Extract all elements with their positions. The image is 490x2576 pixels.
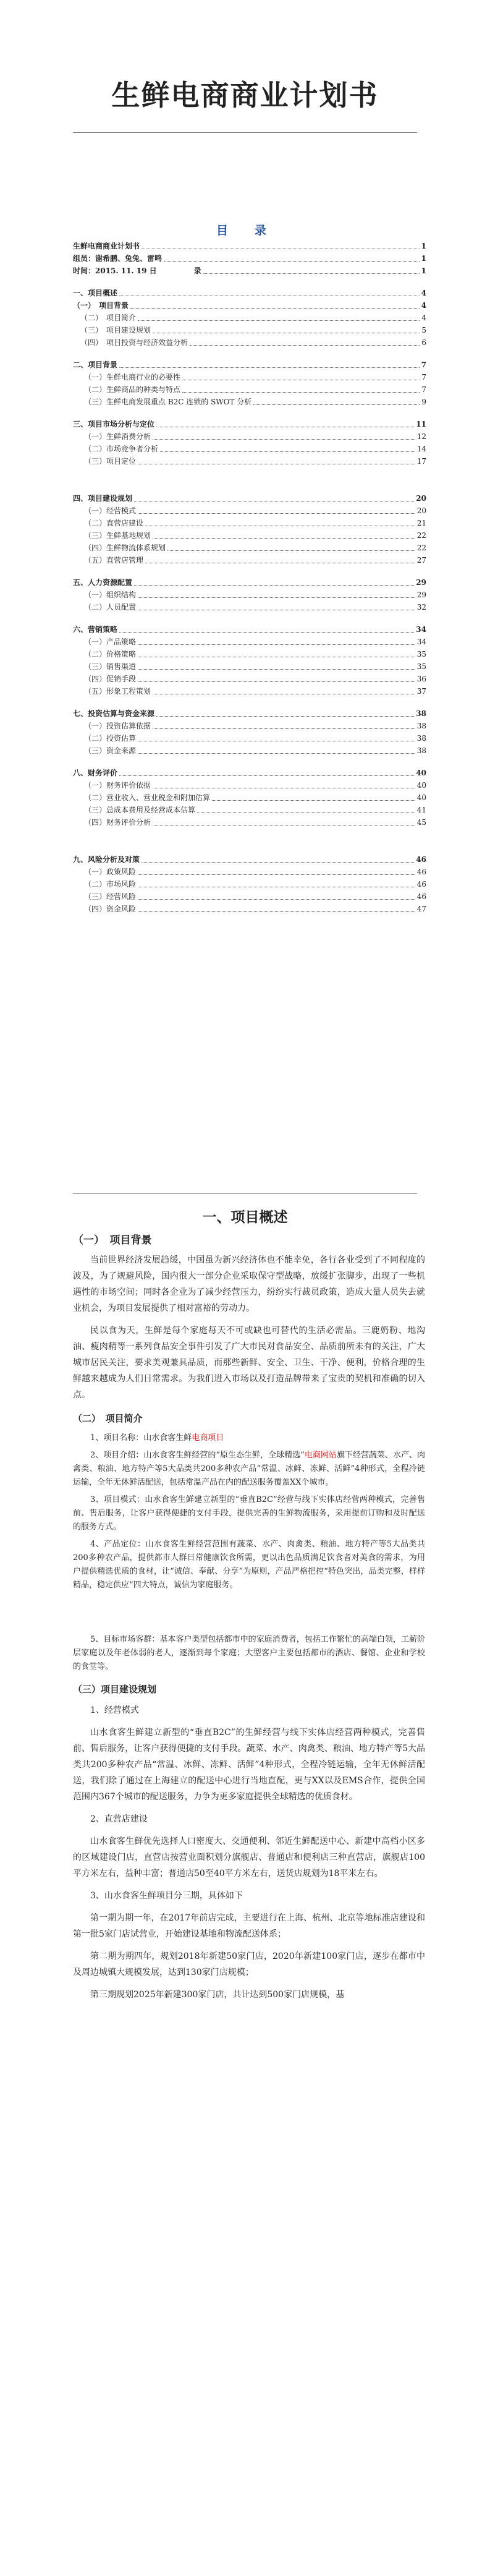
toc-entry-label: （三）生鲜电商发展重点 B2C 连锁的 SWOT 分析 (84, 396, 253, 408)
toc-heading: 目 录 (216, 224, 274, 237)
toc-leader-dots (153, 538, 415, 539)
toc-entry-label: （一）组织结构 (84, 589, 138, 601)
toc-entry-label: （一）政策风险 (84, 866, 138, 878)
toc-entry-label: 七、投资估算与资金来源 (73, 707, 156, 720)
toc-spacer (73, 613, 426, 623)
toc-entry[interactable] (73, 418, 426, 430)
toc-entry-label: 二、项目背景 (73, 359, 119, 371)
list-item (73, 1431, 425, 1445)
paragraph: 第三期规划2025年新建300家门店，共计达到500家门店规模，基 (90, 1990, 345, 2000)
toc-entry-label: （二）人员配置 (84, 601, 138, 613)
toc-entry-label: 八、财务评价 (73, 767, 119, 779)
toc-entry[interactable] (73, 299, 426, 312)
toc-leader-dots (138, 911, 415, 912)
toc-entry[interactable] (73, 791, 426, 804)
toc-entry[interactable] (73, 371, 426, 383)
toc-entry[interactable] (73, 767, 426, 779)
toc-leader-dots (156, 716, 414, 717)
toc-entry-page: 4 (420, 287, 426, 299)
toc-entry-page: 4 (420, 312, 426, 324)
toc-spacer (73, 467, 426, 492)
section-heading: （三）项目建设规划 (73, 1684, 157, 1695)
toc-leader-dots (153, 439, 415, 440)
toc-entry[interactable] (73, 336, 426, 349)
toc-entry-label: 四、项目建设规划 (73, 492, 134, 505)
toc-entry-label: （一） 项目背景 (73, 299, 130, 312)
toc-entry-label: （一）财务评价依据 (84, 779, 153, 791)
toc-entry-label: （四）促销手段 (84, 673, 138, 685)
toc-leader-dots (138, 753, 415, 754)
toc-leader-dots (119, 632, 414, 633)
document-body (73, 1227, 425, 2009)
toc-entry-page: 29 (414, 576, 426, 589)
list-item-text: 1、项目名称：山水食客生鲜 (90, 1433, 192, 1443)
highlighted-text: 电商项目 (192, 1433, 224, 1443)
toc-entry-label: 生鲜电商商业计划书 (73, 240, 142, 252)
toc-leader-dots (138, 681, 415, 682)
paragraph: 当前世界经济发展趋缓，中国虽为新兴经济体也不能幸免，各行各业受到了不同程度的波及，为了规避风险，国内很大一部分企业采取保守型战略，放缓扩张脚步，出现了一些机遇性的市场空间；同时各企业为了减少经营压力，纷纷实行裁员政策，造成大量人员失去就业机会，为项目发展提供了相对富裕的劳动力。 (73, 1255, 425, 1313)
paragraph: 2、直营店建设 (90, 1814, 148, 1824)
toc-entry[interactable] (73, 359, 426, 371)
toc-entry-label: （二）生鲜商品的种类与特点 (84, 383, 182, 396)
toc-entry-label: （一）投资估算依据 (84, 720, 153, 732)
toc-entry-page: 46 (415, 890, 426, 903)
toc-leader-dots (138, 874, 415, 875)
toc-entry-label: （三）资金来源 (84, 744, 138, 757)
toc-spacer (73, 349, 426, 359)
toc-entry-label: 一、项目概述 (73, 287, 119, 299)
toc-entry[interactable] (73, 517, 426, 529)
list-item-text: 2、项目介绍：山水食客生鲜经营的“原生态生鲜，全球精选” (90, 1451, 305, 1460)
toc-leader-dots (203, 273, 420, 274)
toc-entry[interactable] (73, 673, 426, 685)
toc-entry[interactable] (73, 589, 426, 601)
toc-entry[interactable] (73, 287, 426, 299)
list-item (73, 1493, 425, 1534)
toc-entry-label: （三） 项目建设规划 (80, 324, 153, 336)
toc-entry-page: 6 (420, 336, 426, 349)
toc-entry-label: （二） 项目简介 (80, 312, 138, 324)
toc-entry-label: （五）形象工程策划 (84, 685, 153, 697)
toc-entry-label: （二）直营店建设 (84, 517, 145, 529)
toc-entry-page: 46 (414, 853, 426, 866)
project-intro-list (73, 1431, 425, 1592)
toc-entry[interactable] (73, 455, 426, 467)
toc-entry[interactable] (73, 816, 426, 829)
toc-entry-label: （二）营业收入、营业税金和附加估算 (84, 791, 212, 804)
toc-entry-page: 40 (415, 779, 426, 791)
toc-entry[interactable] (73, 685, 426, 697)
toc-entry-page: 27 (415, 554, 426, 566)
toc-entry-page: 32 (415, 601, 426, 613)
toc-entry-page: 11 (414, 418, 426, 430)
toc-entry[interactable] (73, 240, 426, 252)
toc-entry-page: 22 (415, 529, 426, 542)
toc-entry[interactable] (73, 707, 426, 720)
toc-entry-page: 45 (415, 816, 426, 829)
toc-entry[interactable] (73, 744, 426, 757)
toc-entry-page: 1 (420, 252, 426, 265)
toc-entry-label: （一）产品策略 (84, 636, 138, 648)
toc-entry-page: 36 (415, 673, 426, 685)
toc-leader-dots (182, 392, 420, 393)
toc-entry-page: 9 (420, 396, 426, 408)
toc-leader-dots (153, 728, 415, 729)
toc-entry[interactable] (73, 443, 426, 455)
toc-entry-label: （三）经营风险 (84, 890, 138, 903)
paragraph: 1、经营模式 (90, 1705, 139, 1715)
toc-entry-label: （三）总成本费用及经营成本估算 (84, 804, 197, 816)
toc-entry[interactable] (73, 383, 426, 396)
toc-entry-label: （五）直营店管理 (84, 554, 145, 566)
toc-leader-dots (138, 513, 415, 514)
toc-entry-page: 34 (414, 623, 426, 636)
toc-entry-page: 14 (415, 443, 426, 455)
paragraph: 山水食客生鲜建立新型的“垂直B2C”的生鲜经营与线下实体店经营两种模式，完善售前、售后服务，让客户获得便捷的支付手段。蔬菜、水产、肉禽类、粮油、地方特产等5大品类共200多种农产品“常温、冰鲜、冻鲜、活鲜”4种形式，全程冷链运输，全年无休鲜活配送，我们除了通过在上海建立的配送中心进行当地直配，更与XX以及EMS合作，提供全国范围内367个城市的配送服务，力争为更多家庭提供全球精选的优质食材。 (73, 1728, 425, 1802)
toc-entry-page: 1 (420, 265, 426, 277)
toc-leader-dots (138, 644, 415, 645)
toc-entry[interactable] (73, 636, 426, 648)
toc-entry-page: 35 (415, 648, 426, 660)
toc-entry[interactable] (73, 903, 426, 915)
toc-leader-dots (190, 345, 420, 346)
toc-entry-page: 4 (420, 299, 426, 312)
toc-leader-dots (197, 812, 415, 813)
toc-entry-page: 38 (415, 744, 426, 757)
paragraph: 民以食为天，生鲜是每个家庭每天不可或缺也可替代的生活必需品。三鹿奶粉、地沟油、瘦肉精等一系列食品安全事件引发了广大市民对食品安全、品质前所未有的关注，广大城市居民关注，要求美观兼具品质，而那些新鲜、安全、卫生、干净、便利，价格合理的生鲜越来越成为人们日常需求。为我们进入市场以及打造品牌带来了宝贵的契机和准确的切入点。 (73, 1326, 425, 1400)
toc-entry[interactable] (73, 554, 426, 566)
divider (73, 132, 417, 133)
toc-entry[interactable] (73, 878, 426, 890)
toc-entry-label: （二）市场风险 (84, 878, 138, 890)
toc-entry-page: 7 (420, 359, 426, 371)
paragraph: 3、山水食客生鲜项目分三期，具体如下 (90, 1891, 243, 1901)
toc-leader-dots (164, 261, 420, 262)
toc-spacer (73, 829, 426, 853)
toc-entry-label: （三）生鲜基地规划 (84, 529, 153, 542)
toc-entry-label: （三）项目定位 (84, 455, 138, 467)
toc-entry[interactable] (73, 732, 426, 744)
list-item: 5、目标市场客群：基本客户类型包括都市中的家庭消费者，包括工作繁忙的高端白领，工薪阶层家庭以及年老体弱的老人，逐渐到每个家庭；大型客户主要包括都市的酒店、餐馆、企业和学校的食堂等。 (73, 1635, 425, 1671)
toc-entry[interactable] (73, 529, 426, 542)
toc-entry[interactable] (73, 430, 426, 443)
toc-entry[interactable] (73, 505, 426, 517)
toc-entry[interactable] (73, 542, 426, 554)
paragraph: 第二期为期四年，规划2018年新建50家门店，2020年新建100家门店，逐步在都市中及周边城镇大规模发展，达到130家门店规模； (73, 1951, 425, 1977)
toc-entry-label: （二）投资估算 (84, 732, 138, 744)
toc-entry-label: （四）生鲜物流体系规划 (84, 542, 167, 554)
toc-spacer (73, 757, 426, 767)
toc-spacer (73, 408, 426, 418)
toc-entry[interactable] (73, 396, 426, 408)
toc-leader-dots (253, 404, 420, 405)
toc-entry-label: （一）经营模式 (84, 505, 138, 517)
toc-leader-dots (119, 775, 414, 776)
toc-entry[interactable] (73, 576, 426, 589)
toc-entry-page: 22 (415, 542, 426, 554)
toc-entry-page: 38 (415, 732, 426, 744)
divider (73, 1193, 417, 1194)
toc-entry-page: 35 (415, 660, 426, 673)
toc-entry-page: 29 (415, 589, 426, 601)
toc-entry-label: （一）生鲜消费分析 (84, 430, 153, 443)
toc-entry-page: 41 (415, 804, 426, 816)
toc-entry-page: 38 (414, 707, 426, 720)
toc-leader-dots (138, 597, 415, 598)
toc-entry-page: 7 (420, 383, 426, 396)
toc-entry-page: 46 (415, 878, 426, 890)
toc-leader-dots (138, 669, 415, 670)
toc-entry-label: 六、营销策略 (73, 623, 119, 636)
toc-entry[interactable] (73, 312, 426, 324)
toc-entry[interactable] (73, 324, 426, 336)
toc-entry[interactable] (73, 779, 426, 791)
toc-entry-page: 37 (415, 685, 426, 697)
paragraph: 山水食客生鲜优先选择人口密度大、交通便利、邻近生鲜配送中心、新建中高档小区多的区域建设门店，直营店按营业面积划分旗舰店、普通店和便利店三种直营店，旗舰店100平方米左右，益种丰富；普通店50至40平方米左右，送货店规划为18平米左右。 (73, 1836, 425, 1879)
toc-leader-dots (138, 320, 420, 321)
section-heading: （一） 项目背景 (73, 1234, 152, 1247)
document-title: 生鲜电商商业计划书 (111, 79, 379, 112)
toc-entry-label: （一）生鲜电商行业的必要性 (84, 371, 182, 383)
toc-entry[interactable] (73, 648, 426, 660)
toc-leader-dots (119, 367, 420, 368)
table-of-contents (73, 240, 426, 915)
toc-spacer (73, 277, 426, 287)
toc-entry-page: 47 (415, 903, 426, 915)
toc-entry[interactable] (73, 660, 426, 673)
toc-entry[interactable] (73, 804, 426, 816)
toc-entry[interactable] (73, 252, 426, 265)
toc-entry-page: 1 (420, 240, 426, 252)
toc-entry[interactable] (73, 492, 426, 505)
toc-entry-page: 7 (420, 371, 426, 383)
toc-leader-dots (134, 585, 414, 586)
toc-entry[interactable] (73, 853, 426, 866)
toc-entry-label: （四） 项目投资与经济效益分析 (80, 336, 190, 349)
list-item-text: 3、项目模式：山水食客生鲜建立新型的“垂直B2C”经营与线下实体店经营两种模式，完善售前、售后服务，让客户获得便捷的支付手段，提供完善的生鲜物流服务，采用提前订购和及时配送的服务方式。 (73, 1495, 425, 1532)
toc-entry-label: （四）资金风险 (84, 903, 138, 915)
toc-entry-label: 五、人力资源配置 (73, 576, 134, 589)
toc-entry-page: 21 (415, 517, 426, 529)
list-item (73, 1449, 425, 1490)
toc-entry-label: 时间：2015. 11. 19 日 录 (73, 265, 203, 277)
toc-leader-dots (130, 308, 420, 309)
toc-entry-page: 20 (415, 505, 426, 517)
toc-entry-page: 46 (415, 866, 426, 878)
toc-spacer (73, 697, 426, 707)
toc-entry[interactable] (73, 866, 426, 878)
list-item (73, 1538, 425, 1592)
section-heading: （二） 项目简介 (73, 1413, 143, 1424)
toc-entry-label: 九、风险分析及对策 (73, 853, 142, 866)
toc-entry-page: 5 (420, 324, 426, 336)
toc-leader-dots (160, 451, 415, 452)
toc-entry-page: 40 (414, 767, 426, 779)
chapter-title: 一、项目概述 (202, 1209, 288, 1226)
highlighted-text: 电商网站 (304, 1451, 337, 1460)
toc-entry[interactable] (73, 601, 426, 613)
list-item-text: 旗下经营蔬菜、水产、肉禽类、粮油、地方特产等5大品类共200多种农产品“常温、冰鲜、冻鲜、活鲜”4种形式，全程冷链运输，全年无休鲜活配送，包括常温产品在内的配送服务覆盖XX个城市。 (73, 1451, 425, 1487)
toc-entry-page: 34 (415, 636, 426, 648)
toc-entry-page: 38 (415, 720, 426, 732)
toc-entry-label: （二）市场竞争者分析 (84, 443, 160, 455)
toc-entry-label: （三）销售渠道 (84, 660, 138, 673)
paragraph: 第一期为期一年，在2017年前店完成，主要进行在上海、杭州、北京等地标准店建设和第一批5家门店试营业，开始建设基地和物流配送体系； (73, 1913, 425, 1939)
toc-entry-label: 三、项目市场分析与定位 (73, 418, 156, 430)
toc-entry-label: （二）价格策略 (84, 648, 138, 660)
toc-entry-page: 12 (415, 430, 426, 443)
toc-leader-dots (167, 550, 415, 551)
toc-leader-dots (138, 899, 415, 900)
toc-entry-page: 40 (415, 791, 426, 804)
toc-spacer (73, 566, 426, 576)
toc-entry[interactable] (73, 890, 426, 903)
toc-entry-page: 17 (415, 455, 426, 467)
toc-entry-label: （四）财务评价分析 (84, 816, 153, 829)
toc-entry[interactable] (73, 623, 426, 636)
list-item-text: 4、产品定位：山水食客生鲜经营范围有蔬菜、水产、肉禽类、粮油、地方特产等5大品类共200多种农产品，提供都市人群日常健康饮食所需，更以出色品质满足饮食者对美食的需求，为用户提供精选优质的食材，让“诚信、奉献、分享”为原则，产品严格把控“特色突出，品类完整，样样精品，稳定供应”四大特点，诚信为家庭服务。 (73, 1540, 425, 1590)
toc-leader-dots (212, 800, 415, 801)
toc-entry-label: 组员：谢希鹏、兔兔、雷鸣 (73, 252, 164, 265)
toc-entry[interactable] (73, 720, 426, 732)
toc-entry-page: 20 (414, 492, 426, 505)
toc-entry[interactable] (73, 265, 426, 277)
toc-leader-dots (142, 862, 414, 863)
